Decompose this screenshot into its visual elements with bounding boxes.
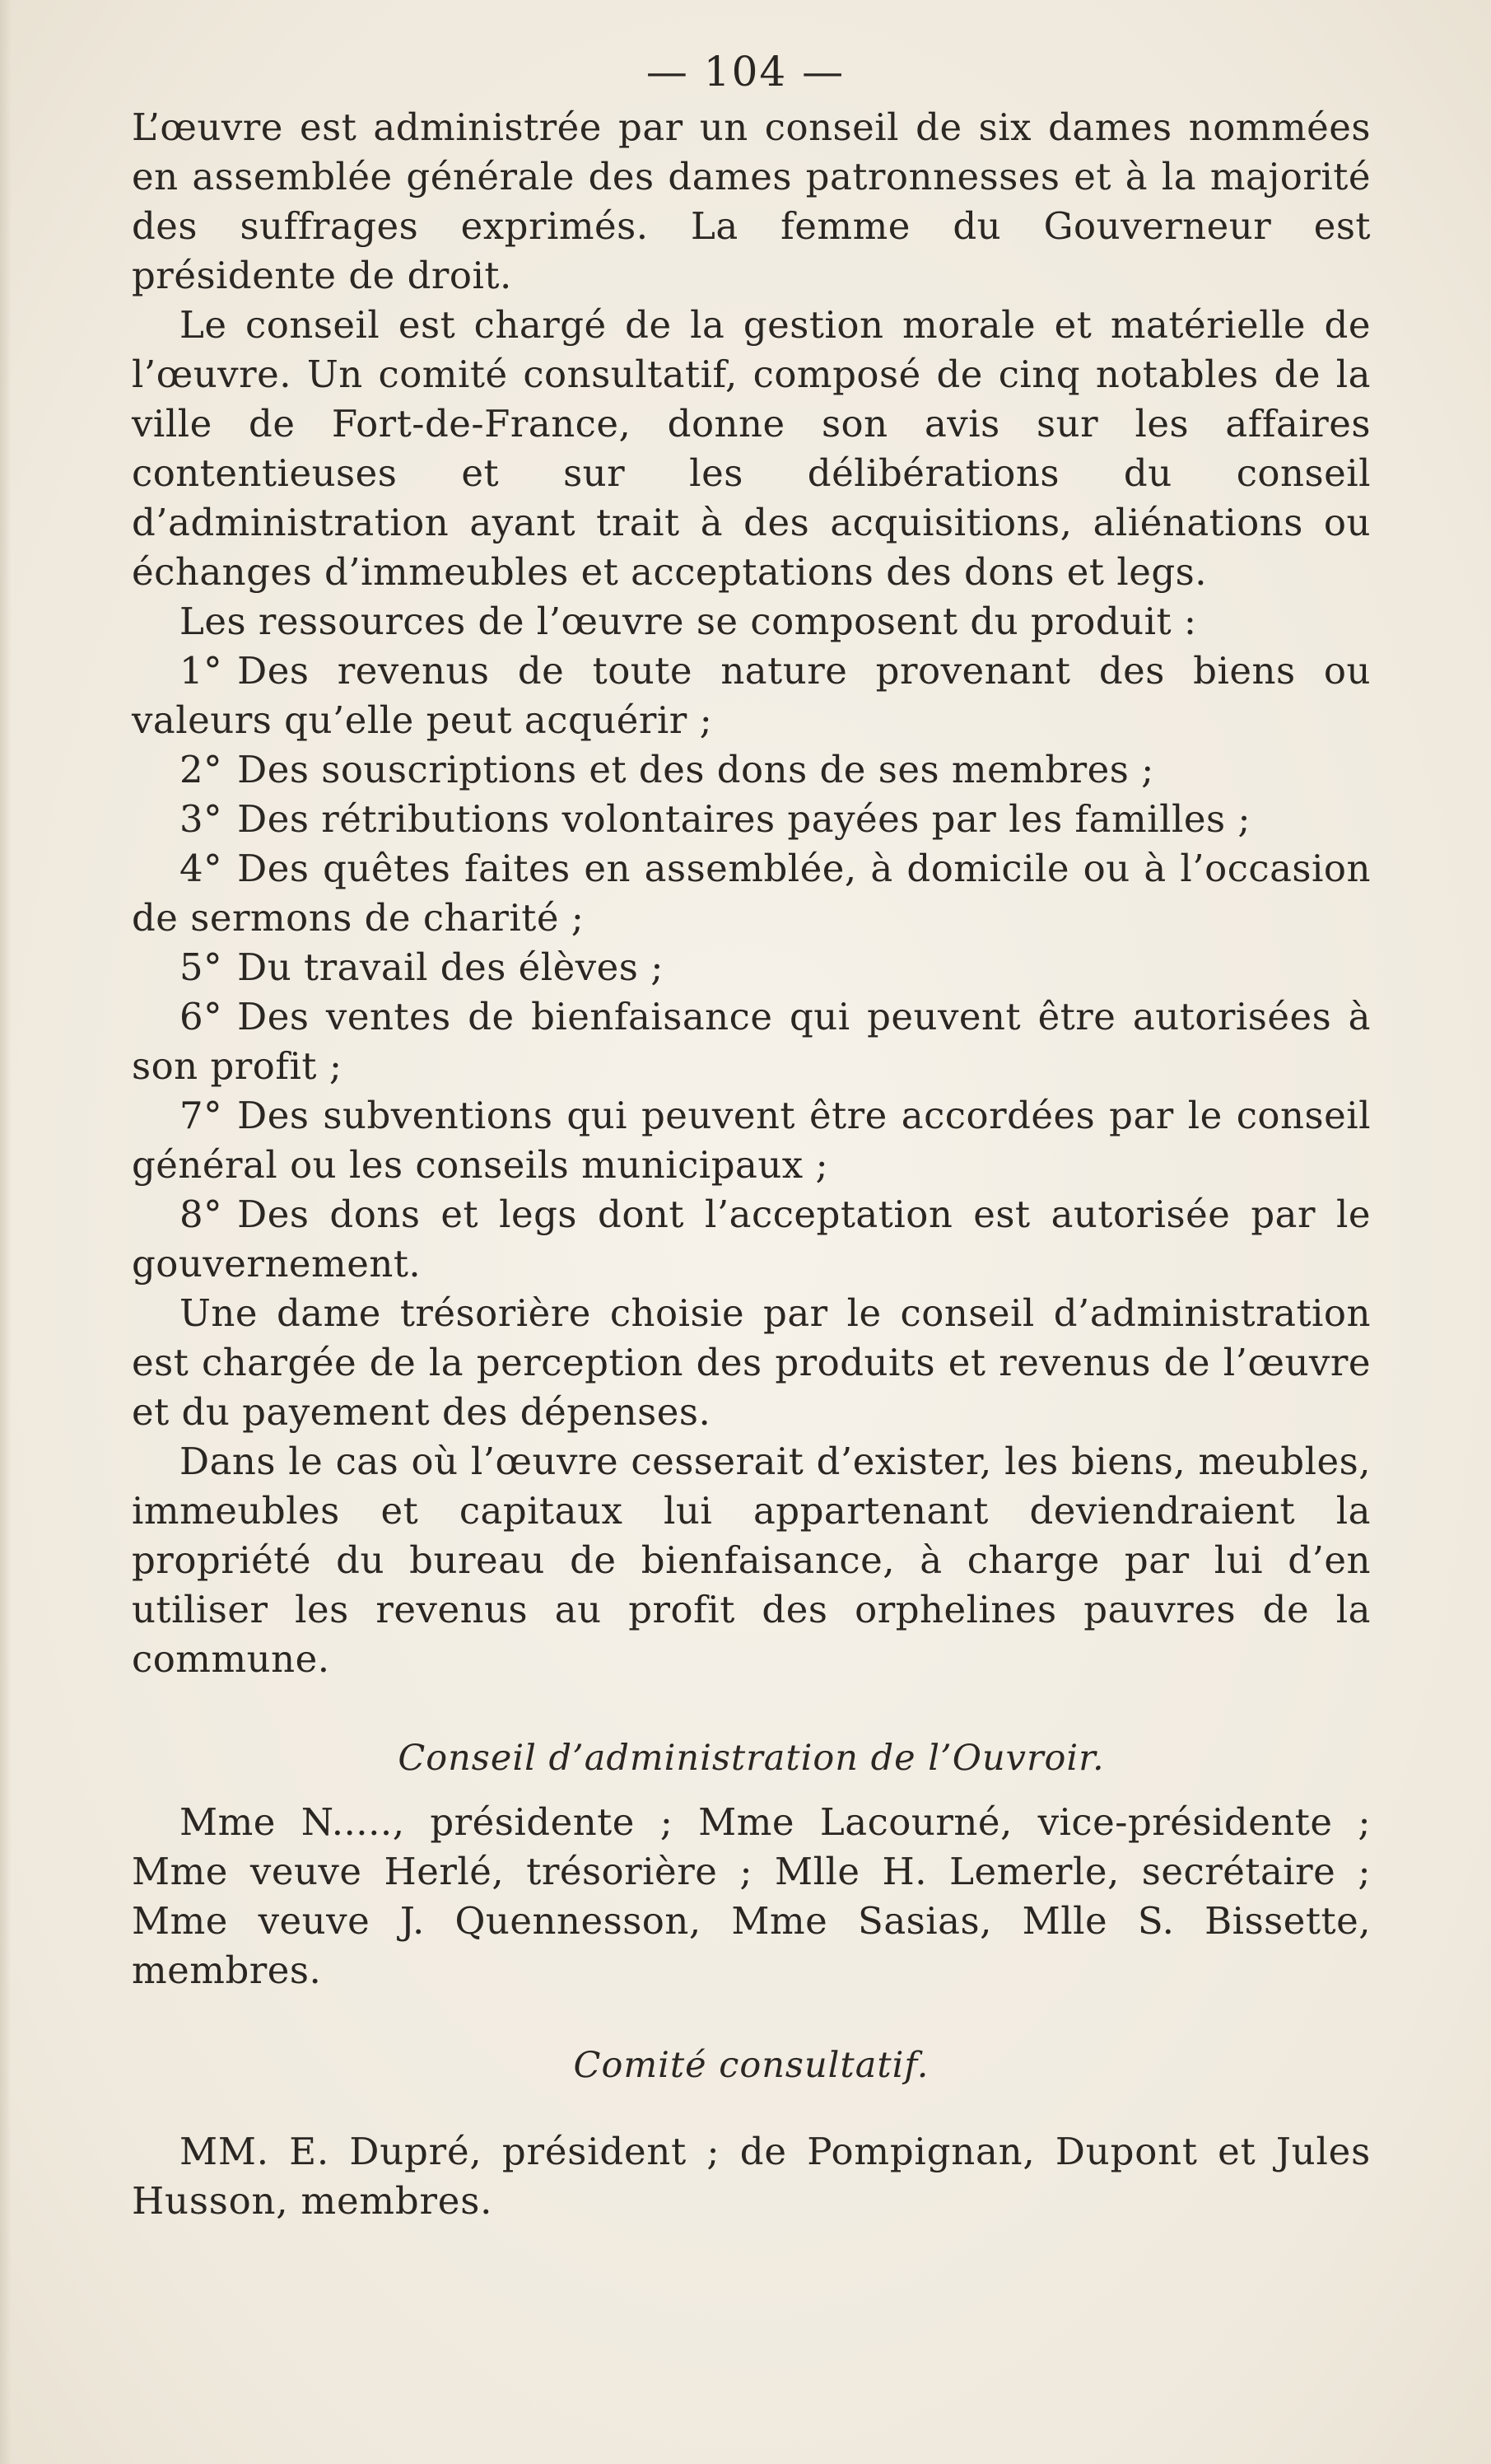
list-item (132, 646, 1371, 745)
list-item (132, 844, 1371, 943)
list-item (132, 943, 1371, 992)
list-number: 7° (179, 1094, 223, 1137)
paragraph-council-role: Le conseil est chargé de la gestion morale et matérielle de l’œuvre. Un comité consultatif, composé de cinq notables de la ville de Fort-de-France, donne son avis sur les affaires contentieuses et sur les délibérations du conseil d’administration ayant trait à des acquisitions, aliénations ou échanges d’immeubles et acceptations des dons et legs. (132, 303, 1371, 594)
page-number: — 104 — (645, 48, 846, 96)
list-text: Des subventions qui peuvent être accordées par le conseil général ou les conseils municipaux ; (132, 1094, 1371, 1187)
paragraph-administration: L’œuvre est administrée par un conseil de six dames nommées en assemblée générale des dames patronnesses et à la majorité des suffrages exprimés. La femme du Gouverneur est présidente de droit. (132, 105, 1371, 297)
list-text: Des revenus de toute nature provenant des biens ou valeurs qu’elle peut acquérir ; (132, 649, 1371, 742)
resources-list (132, 646, 1371, 1289)
list-number: 1° (179, 649, 223, 693)
list-item (132, 745, 1371, 795)
list-text: Des rétributions volontaires payées par les familles ; (237, 797, 1251, 841)
list-text: Des dons et legs dont l’acceptation est autorisée par le gouvernement. (132, 1192, 1371, 1286)
list-item (132, 1091, 1371, 1190)
list-item (132, 795, 1371, 844)
committee-heading: Comité consultatif. (573, 2045, 930, 2086)
list-number: 3° (179, 797, 223, 841)
committee-members: MM. E. Dupré, président ; de Pompignan, Dupont et Jules Husson, membres. (132, 2130, 1371, 2223)
list-text: Des ventes de bienfaisance qui peuvent être autorisées à son profit ; (132, 995, 1371, 1088)
paragraph-treasurer: Une dame trésorière choisie par le conseil d’administration est chargée de la perception des produits et revenus de l’œuvre et du payement des dépenses. (132, 1291, 1371, 1434)
list-number: 6° (179, 995, 223, 1038)
paragraph-dissolution: Dans le cas où l’œuvre cesserait d’exister, les biens, meubles, immeubles et capitaux lui appartenant deviendraient la propriété du bureau de bienfaisance, à charge par lui d’en utiliser les revenus au profit des orphelines pauvres de la commune. (132, 1440, 1371, 1681)
list-number: 5° (179, 945, 223, 989)
list-text: Des quêtes faites en assemblée, à domicile ou à l’occasion de sermons de charité ; (132, 847, 1371, 940)
list-number: 8° (179, 1192, 223, 1236)
list-number: 2° (179, 748, 223, 791)
page-body (132, 103, 1371, 2226)
list-item (132, 992, 1371, 1091)
page-edge-shadow (0, 0, 12, 2464)
council-heading: Conseil d’administration de l’Ouvroir. (398, 1738, 1105, 1779)
list-number: 4° (179, 847, 223, 890)
list-text: Du travail des élèves ; (237, 945, 664, 989)
list-item (132, 1190, 1371, 1289)
council-members: Mme N....., présidente ; Mme Lacourné, vice-présidente ; Mme veuve Herlé, trésorière ; Mlle H. Lemerle, secrétaire ; Mme veuve J. Quennesson, Mme Sasias, Mlle S. Bissette, membres. (132, 1800, 1371, 1992)
paragraph-resources-intro: Les ressources de l’œuvre se composent du produit : (179, 600, 1197, 643)
list-text: Des souscriptions et des dons de ses membres ; (237, 748, 1154, 791)
